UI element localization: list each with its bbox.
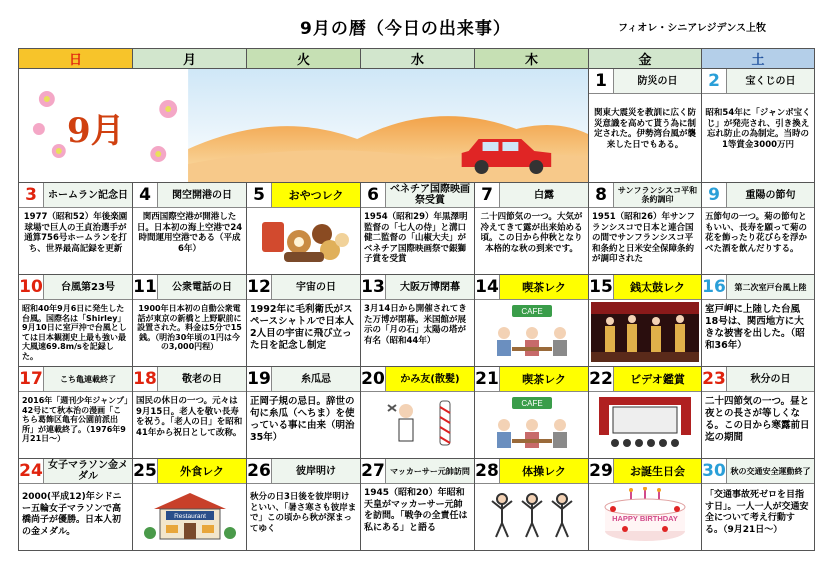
day-number: 29: [589, 461, 613, 481]
day-description: 関東大震災を教訓に広く防災意識を高めて貰う為に制定された。伊勢湾台風が襲来した日でもある。: [593, 108, 696, 150]
day-description: 正岡子規の忌日。辞世の句に糸瓜（へちま）を使っている事に由来（明治35年）: [250, 396, 355, 443]
day-cell-3: [19, 183, 133, 275]
cafe-sign: CAFE: [520, 399, 543, 408]
day-event: 関空開港の日: [158, 183, 246, 207]
day-number: 5: [247, 183, 272, 207]
day-event: 秋分の日: [727, 367, 814, 391]
day-cell-25: [133, 459, 247, 551]
day-cell-20: [361, 367, 475, 459]
day-cell-30: [702, 459, 815, 551]
day-description: 1954（昭和29）年黒澤明監督の「七人の侍」と溝口健二監督の「山椒大夫」がベネチア国際映画祭で銀獅子賞を受賞: [364, 212, 468, 264]
calendar-title: 9月の暦（今日の出来事）: [300, 19, 511, 39]
day-cell-28: [475, 459, 589, 551]
day-description: 昭和40年9月6日に発生した台風。国際名は「Shirley」9月10日に室戸沖で台風としては日本観測史上最も強い最大風速69.8m/sを記録した。: [22, 304, 127, 361]
day-cell-5: [247, 183, 361, 275]
day-number: 16: [702, 277, 726, 297]
day-event: ベネチア国際映画祭受賞: [386, 183, 474, 207]
day-event: 体操レク: [500, 459, 588, 483]
day-event: 糸瓜忌: [272, 367, 360, 391]
day-cell-16: [702, 275, 815, 367]
day-description: 1992年に毛利衛氏がスペースシャトルで日本人2人目の宇宙に飛び立った日を記念し制定: [250, 304, 354, 351]
organization-name: フィオレ・シニアレジデンス上牧: [618, 23, 767, 34]
day-description: 1900年日本初の自動公衆電話が東京の新橋と上野駅前に設置された。料金は5分で15銭。（明治30年頃の1円は今の3,000円程）: [137, 304, 242, 352]
day-number: 20: [361, 369, 385, 389]
day-number: 4: [133, 183, 158, 207]
day-number: 12: [247, 277, 271, 297]
day-event: おやつレク: [272, 183, 360, 207]
day-cell-9: [702, 183, 815, 275]
day-number: 18: [133, 369, 157, 389]
month-banner: [19, 69, 589, 183]
weekday-sun: 日: [19, 49, 133, 69]
day-description: 秋分の日3日後を彼岸明けといい、「暑さ寒さも彼岸まで」この頃から秋が深まってゆく: [250, 492, 357, 534]
day-event: サンフランシスコ平和条約調印: [614, 183, 701, 207]
cafe-illustration: [475, 392, 588, 456]
day-event: 銭太鼓レク: [614, 275, 701, 299]
day-number: 22: [589, 369, 613, 389]
day-event: お誕生日会: [614, 459, 701, 483]
day-number: 7: [475, 183, 500, 207]
restaurant-sign: Restaurant: [173, 513, 206, 520]
day-number: 21: [475, 369, 499, 389]
day-cell-13: [361, 275, 475, 367]
calendar-grid: [18, 48, 815, 551]
day-number: 13: [361, 277, 385, 297]
day-event: 公衆電話の日: [158, 275, 246, 299]
day-number: 8: [589, 183, 614, 207]
day-description: 1951（昭和26）年サンフランシスコで日本と連合国の間でサンフランシスコ平和条約と日米安全保障条約が調印された: [592, 212, 696, 264]
day-description: 関西国際空港が開港した日。日本初の海上空港で24時間運用空港である（平成6年）: [136, 212, 243, 254]
barber-pole-icon: [440, 401, 450, 445]
day-event: 女子マラソン金メダル: [44, 459, 132, 483]
day-cell-6: [361, 183, 475, 275]
day-description: 二十四節気の一つ。昼と夜との長さが等しくなる。この日から寒露前日迄の期間: [705, 396, 810, 443]
day-event: こち亀連載終了: [44, 367, 132, 391]
day-cell-27: [361, 459, 475, 551]
restaurant-illustration: [133, 484, 246, 548]
barber-illustration: [361, 392, 474, 456]
day-number: 15: [589, 277, 613, 297]
day-description: 1977（昭和52）年後楽園球場で巨人の王貞治選手が通算756号ホームランを打ち、世界最高記録を更新: [23, 212, 128, 254]
day-number: 10: [19, 277, 43, 297]
day-number: 14: [475, 277, 499, 297]
weekday-mon: 月: [133, 49, 247, 69]
day-event: 秋の交通安全運動終了: [727, 459, 814, 483]
day-event: 大阪万博閉幕: [386, 275, 474, 299]
weekday-sat: 土: [702, 49, 815, 69]
day-cell-8: [589, 183, 702, 275]
day-cell-29: [589, 459, 702, 551]
day-description: 3月14日から開催されてきた万博が閉幕。米国館が展示の「月の石」太陽の塔が有名（昭和44年）: [364, 304, 467, 346]
day-description: 1945（昭和20）年昭和天皇がマッカーサー元帥を訪問。「戦争の全責任は私にある」と語る: [364, 488, 468, 533]
day-event: マッカーサー元帥訪問: [386, 459, 474, 483]
day-cell-4: [133, 183, 247, 275]
cafe-sign: CAFE: [520, 307, 543, 316]
month-label: 9月: [67, 111, 125, 151]
day-event: ホームラン記念日: [44, 183, 132, 207]
day-event: 第二次室戸台風上陸: [727, 275, 814, 299]
day-cell-10: [19, 275, 133, 367]
snacks-illustration: [247, 208, 360, 272]
day-cell-7: [475, 183, 589, 275]
day-description: 昭和54年に「ジャンボ宝くじ」が発売され、引き換え忘れ防止の為制定。当時の1等賞金3000万円: [705, 108, 811, 150]
day-number: 23: [702, 369, 726, 389]
day-description: 「交通事故死ゼロを目指す日」。一人一人が交通安全について考え行動する。（9月21日〜）: [705, 490, 809, 535]
day-description: 国民の休日の一つ。元々は9月15日。老人を敬い長寿を祝う。「老人の日」を昭和41年から祝日として改称。: [136, 396, 243, 438]
day-cell-14: [475, 275, 589, 367]
cake-message: HAPPY BIRTHDAY: [612, 514, 678, 523]
day-cell-15: [589, 275, 702, 367]
day-event: 防災の日: [614, 69, 701, 93]
day-number: 28: [475, 461, 499, 481]
weekday-fri: 金: [589, 49, 702, 69]
day-number: 2: [702, 69, 727, 93]
day-number: 11: [133, 277, 157, 297]
day-number: 25: [133, 461, 157, 481]
day-number: 24: [19, 461, 43, 481]
day-description: 2016年「週刊少年ジャンプ」42号にて秋本治の漫画「こちら葛飾区亀有公園前派出所」が連載終了。（1976年9月21日〜）: [22, 396, 129, 444]
day-cell-23: [702, 367, 815, 459]
day-cell-2: [702, 69, 815, 183]
day-number: 30: [702, 461, 726, 481]
day-event: 白露: [500, 183, 588, 207]
day-event: 宇宙の日: [272, 275, 360, 299]
day-number: 6: [361, 183, 386, 207]
theater-illustration: [589, 392, 701, 456]
day-event: 彼岸明け: [272, 459, 360, 483]
day-description: 二十四節気の一つ。大気が冷えてきて露が出来始める頃。この日から仲秋となり本格的な秋の到来です。: [480, 212, 583, 254]
day-number: 26: [247, 461, 271, 481]
day-cell-21: [475, 367, 589, 459]
day-cell-26: [247, 459, 361, 551]
day-number: 3: [19, 183, 44, 207]
weekday-thu: 木: [475, 49, 589, 69]
day-event: 宝くじの日: [727, 69, 814, 93]
day-cell-24: [19, 459, 133, 551]
day-event: かみ友(散髪): [386, 367, 474, 391]
day-number: 9: [702, 183, 727, 207]
day-number: 17: [19, 369, 43, 389]
day-cell-17: [19, 367, 133, 459]
day-cell-22: [589, 367, 702, 459]
birthday-cake-illustration: [589, 484, 701, 548]
exercise-illustration: [475, 484, 588, 548]
day-number: 1: [589, 69, 614, 93]
day-event: 外食レク: [158, 459, 246, 483]
day-description: 室戸岬に上陸した台風18号は、関西地方に大きな被害を出した。（昭和36年）: [705, 304, 805, 351]
day-event: 敬老の日: [158, 367, 246, 391]
weekday-wed: 水: [361, 49, 475, 69]
day-event: ビデオ鑑賞: [614, 367, 701, 391]
cafe-illustration: [475, 300, 588, 364]
day-description: 五節句の一つ。菊の節句ともいい、長寿を願って菊の花を飾ったり花びらを浮かべた酒を飲んだりする。: [705, 212, 808, 254]
day-event: 喫茶レク: [500, 367, 588, 391]
day-number: 19: [247, 369, 271, 389]
day-event: 重陽の節句: [727, 183, 814, 207]
weekday-tue: 火: [247, 49, 361, 69]
taiko-performance-photo: [589, 300, 701, 364]
day-cell-18: [133, 367, 247, 459]
day-number: 27: [361, 461, 385, 481]
day-description: 2000(平成12)年シドニー五輪女子マラソンで高橋尚子が優勝。日本人初の金メダル。: [22, 492, 122, 537]
day-cell-19: [247, 367, 361, 459]
day-event: 台風第23号: [44, 275, 132, 299]
day-event: 喫茶レク: [500, 275, 588, 299]
day-cell-11: [133, 275, 247, 367]
day-cell-1: [589, 69, 702, 183]
day-cell-12: [247, 275, 361, 367]
